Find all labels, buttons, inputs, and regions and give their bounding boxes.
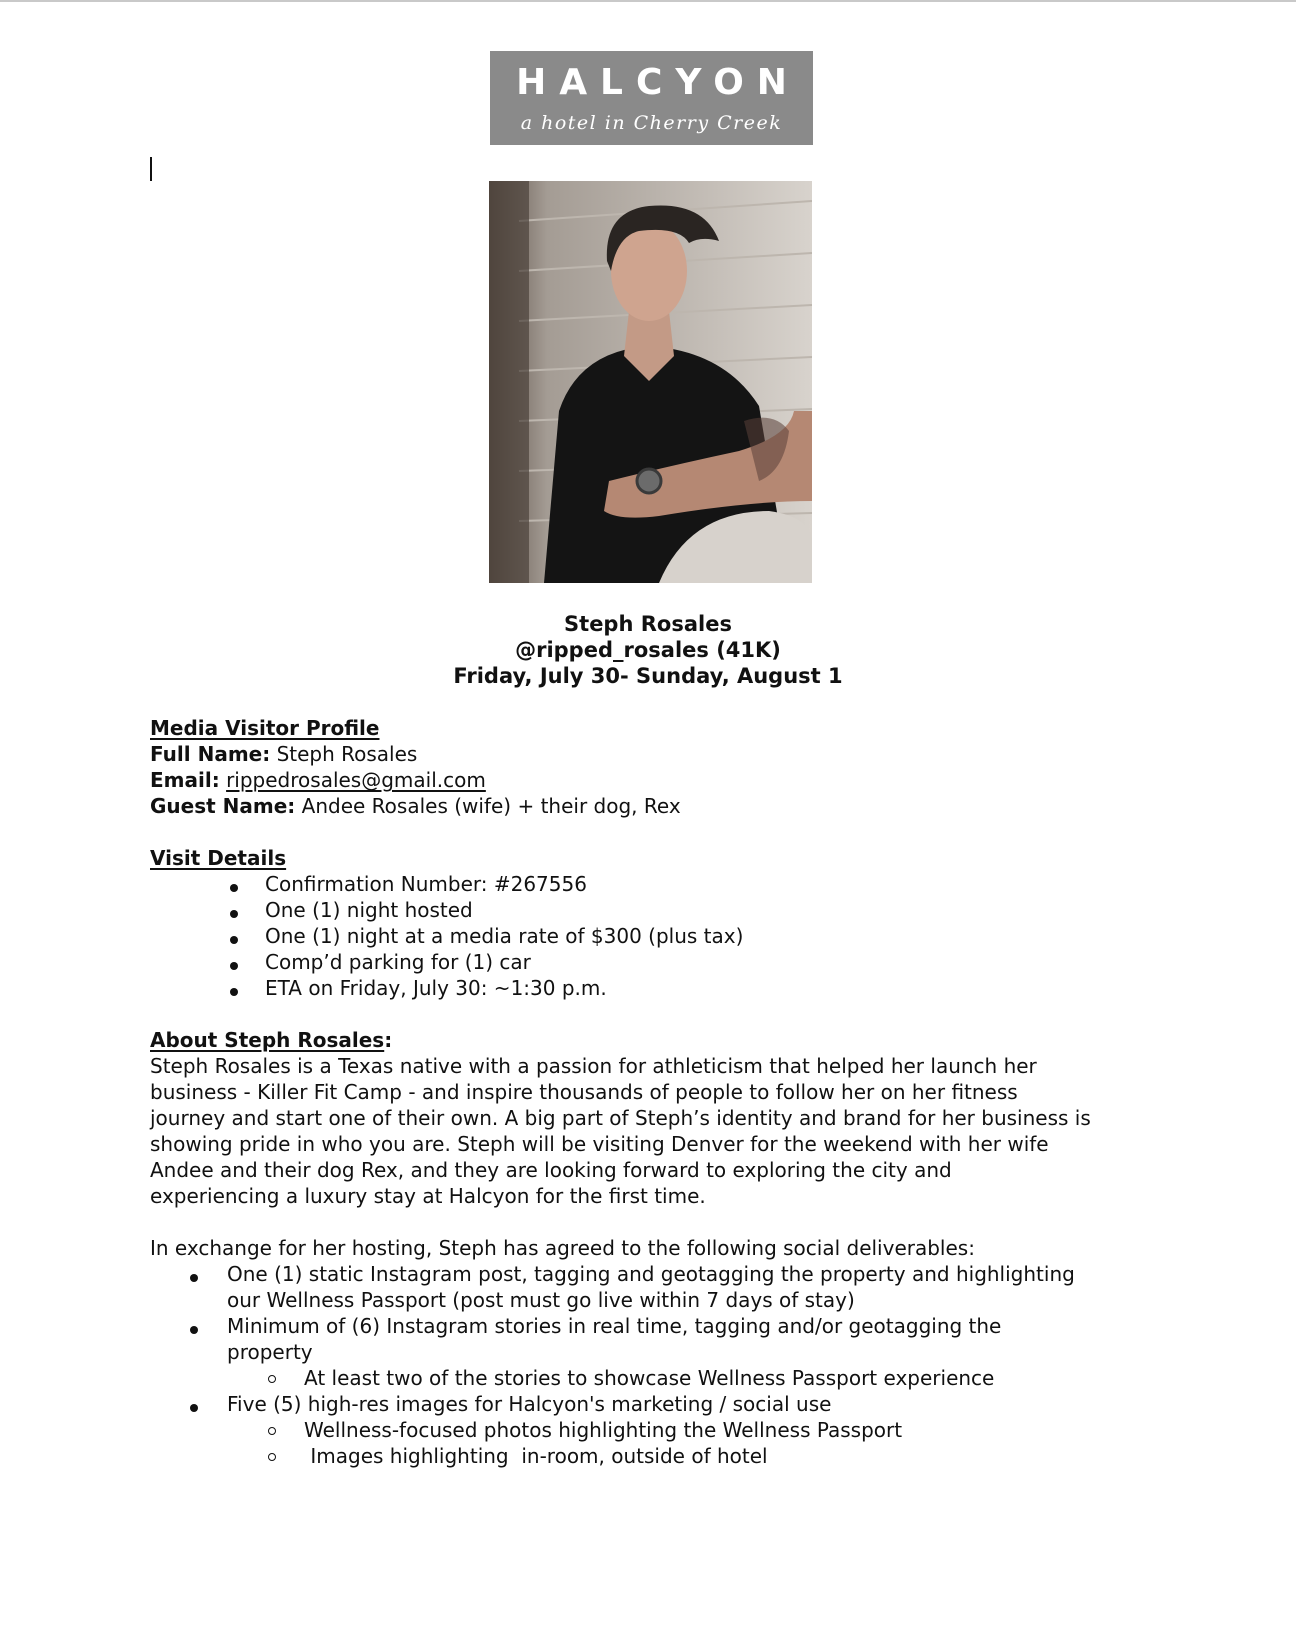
list-item: Minimum of (6) Instagram stories in real time, tagging and/or geotagging the bbox=[227, 1314, 1002, 1338]
portrait-illustration bbox=[489, 181, 812, 583]
sub-bullet-icon bbox=[268, 1427, 276, 1435]
bullet-icon bbox=[230, 910, 238, 918]
about-heading-row bbox=[150, 1027, 392, 1053]
about-line: business - Killer Fit Camp - and inspire thousands of people to follow her on her fitness bbox=[150, 1080, 1018, 1104]
full-name-value: Steph Rosales bbox=[276, 742, 418, 766]
page-top-border bbox=[0, 0, 1296, 2]
list-item: One (1) night at a media rate of $300 (plus tax) bbox=[265, 924, 744, 948]
bullet-icon bbox=[190, 1274, 198, 1282]
list-item: One (1) night hosted bbox=[265, 898, 473, 922]
stay-dates: Friday, July 30- Sunday, August 1 bbox=[453, 664, 843, 688]
email-label: Email: bbox=[150, 768, 220, 792]
about-line: Steph Rosales is a Texas native with a passion for athleticism that helped her launch her bbox=[150, 1054, 1037, 1078]
sub-list-item: Images highlighting in-room, outside of hotel bbox=[304, 1444, 768, 1468]
sub-bullet-icon bbox=[268, 1453, 276, 1461]
media-visitor-profile-heading: Media Visitor Profile bbox=[150, 716, 380, 740]
about-line: experiencing a luxury stay at Halcyon for the first time. bbox=[150, 1184, 706, 1208]
list-item: Five (5) high-res images for Halcyon's marketing / social use bbox=[227, 1392, 832, 1416]
list-item: Comp’d parking for (1) car bbox=[265, 950, 531, 974]
full-name-row bbox=[150, 741, 417, 767]
about-heading-colon: : bbox=[384, 1028, 393, 1052]
bullet-icon bbox=[190, 1326, 198, 1334]
logo-tagline: a hotel in Cherry Creek bbox=[520, 112, 783, 134]
guest-name-row bbox=[150, 793, 681, 819]
sub-list-item: At least two of the stories to showcase Wellness Passport experience bbox=[304, 1366, 995, 1390]
list-item: ETA on Friday, July 30: ~1:30 p.m. bbox=[265, 976, 607, 1000]
guest-name-value: Andee Rosales (wife) + their dog, Rex bbox=[301, 794, 681, 818]
sub-list-item: Wellness-focused photos highlighting the Wellness Passport bbox=[304, 1418, 903, 1442]
guest-name-heading: Steph Rosales bbox=[564, 612, 732, 636]
full-name-label: Full Name: bbox=[150, 742, 271, 766]
bullet-icon bbox=[230, 962, 238, 970]
email-row bbox=[150, 767, 486, 793]
bullet-icon bbox=[230, 988, 238, 996]
about-line: journey and start one of their own. A big part of Steph’s identity and brand for her business is bbox=[150, 1106, 1091, 1130]
email-link[interactable]: rippedrosales@gmail.com bbox=[226, 768, 486, 792]
sub-bullet-icon bbox=[268, 1375, 276, 1383]
list-item: One (1) static Instagram post, tagging and geotagging the property and highlighting bbox=[227, 1262, 1075, 1286]
halcyon-logo bbox=[490, 51, 813, 145]
bullet-icon bbox=[230, 884, 238, 892]
instagram-handle: @ripped_rosales (41K) bbox=[515, 638, 781, 662]
logo-wordmark: HALCYON bbox=[516, 62, 800, 103]
list-item: Confirmation Number: #267556 bbox=[265, 872, 587, 896]
list-item-continuation: property bbox=[227, 1340, 313, 1364]
guest-name-label: Guest Name: bbox=[150, 794, 296, 818]
bullet-icon bbox=[230, 936, 238, 944]
visit-details-heading: Visit Details bbox=[150, 846, 287, 870]
about-line: showing pride in who you are. Steph will be visiting Denver for the weekend with her wife bbox=[150, 1132, 1049, 1156]
deliverables-intro: In exchange for her hosting, Steph has agreed to the following social deliverables: bbox=[150, 1236, 975, 1260]
about-line: Andee and their dog Rex, and they are looking forward to exploring the city and bbox=[150, 1158, 952, 1182]
text-cursor bbox=[150, 157, 152, 181]
guest-portrait-photo bbox=[489, 181, 812, 583]
about-heading: About Steph Rosales bbox=[150, 1028, 385, 1052]
list-item-continuation: our Wellness Passport (post must go live within 7 days of stay) bbox=[227, 1288, 855, 1312]
bullet-icon bbox=[190, 1404, 198, 1412]
